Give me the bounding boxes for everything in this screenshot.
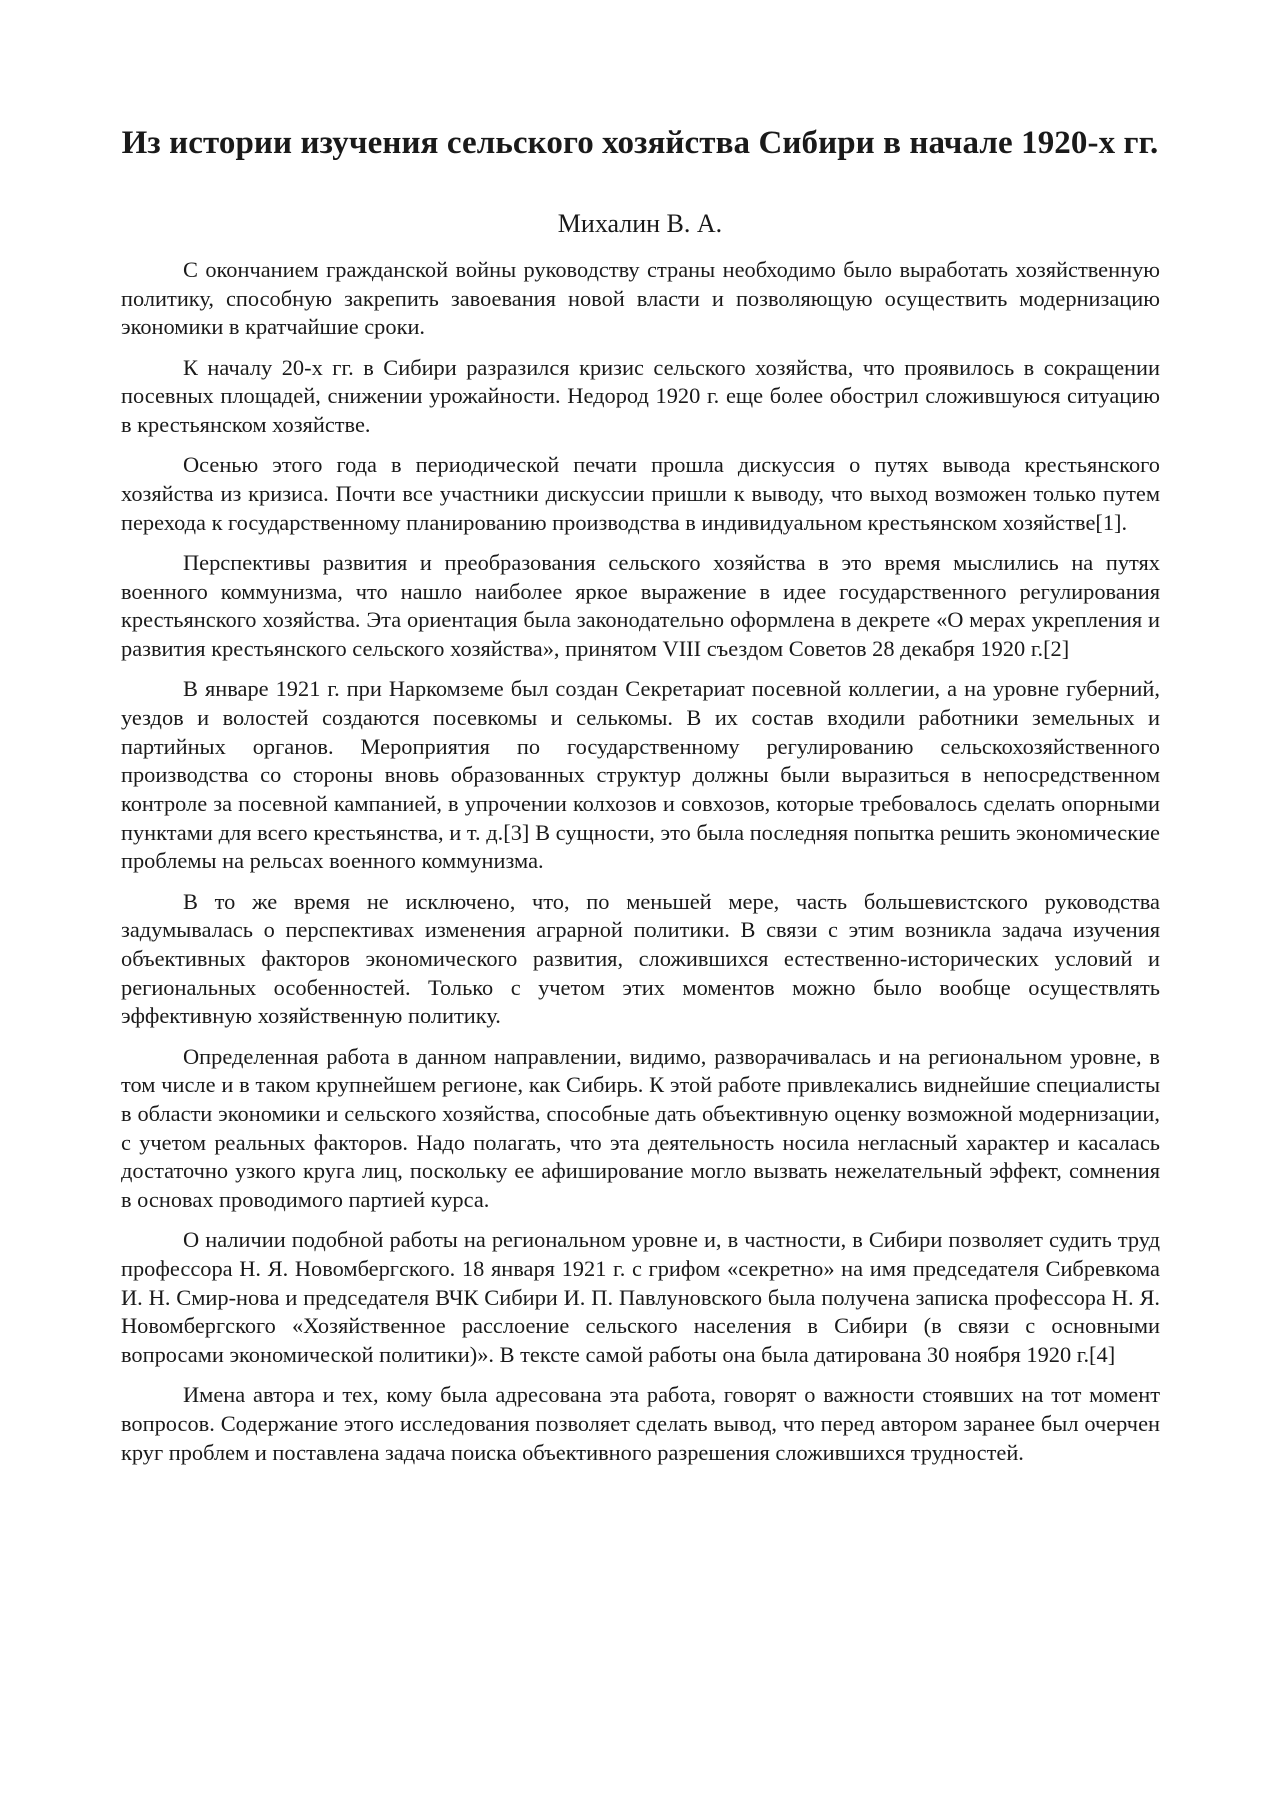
paragraph-1: С окончанием гражданской войны руководству страны необходимо было выработать хозяйственную политику, способную закрепить завоевания новой власти и позволяющую осуществить модернизацию экономики в кратчайшие сроки. <box>121 257 1160 340</box>
article-title: Из истории изучения сельского хозяйства Сибири в начале 1920-х гг. <box>121 125 1159 161</box>
paragraph-2: К началу 20-х гг. в Сибири разразился кризис сельского хозяйства, что проявилось в сокращении посевных площадей, снижении урожайности. Недород 1920 г. еще более обострил сложившуюся ситуацию в крестьянском хозяйстве. <box>121 354 1160 438</box>
paragraph-5: В январе 1921 г. при Наркомземе был создан Секретариат посевной коллегии, а на уровне губерний, уездов и волостей создаются посевкомы и селькомы. В их состав входили работники земельных и партийных органов. Мероприятия по государственному регулированию сельскохозяйственного производства со стороны вновь образованных структур должны были выразиться в непосредственном контроле за посевной кампанией, в упрочении колхозов и совхозов, которые требовалось сделать опорными пунктами для всего крестьянства, и т. д.[3] В сущности, это была последняя попытка решить экономические проблемы на рельсах военного коммунизма. <box>121 676 1160 874</box>
paragraph-6: В то же время не исключено, что, по меньшей мере, часть большевистского руководства задумывалась о перспективах изменения аграрной политики. В связи с этим возникла задача изучения объективных факторов экономического развития, сложившихся естественно-исторических условий и региональных особенностей. Только с учетом этих моментов можно было вообще осуществлять эффективную хозяйственную политику. <box>121 888 1160 1029</box>
paragraph-8: О наличии подобной работы на региональном уровне и, в частности, в Сибири позволяет судить труд профессора Н. Я. Новомбергского. 18 января 1921 г. с грифом «секретно» на имя председателя Сибревкома И. Н. Смир-нова и председателя ВЧК Сибири И. П. Павлуновского была получена записка профессора Н. Я. Новомбергского «Хозяйственное расслоение сельского населения в Сибири (в связи с основными вопросами экономической политики)». В тексте самой работы она была датирована 30 ноября 1920 г.[4] <box>121 1227 1160 1368</box>
paragraph-9: Имена автора и тех, кому была адресована эта работа, говорят о важности стоявших на тот момент вопросов. Содержание этого исследования позволяет сделать вывод, что перед автором заранее был очерчен круг проблем и поставлена задача поиска объективного разрешения сложившихся трудностей. <box>121 1382 1160 1465</box>
paragraph-4: Перспективы развития и преобразования сельского хозяйства в это время мыслились на путях военного коммунизма, что нашло наиболее яркое выражение в идее государственного регулирования крестьянского хозяйства. Эта ориентация была законодательно оформлена в декрете «О мерах укрепления и развития крестьянского сельского хозяйства», принятом VIII съездом Советов 28 декабря 1920 г.[2] <box>121 549 1160 661</box>
paragraph-3: Осенью этого года в периодической печати прошла дискуссия о путях вывода крестьянского хозяйства из кризиса. Почти все участники дискуссии пришли к выводу, что выход возможен только путем перехода к государственному планированию производства в индивидуальном крестьянском хозяйстве[1]. <box>121 452 1160 535</box>
article-author: Михалин В. А. <box>557 209 723 238</box>
paragraph-7: Определенная работа в данном направлении, видимо, разворачивалась и на региональном уровне, в том числе и в таком крупнейшем регионе, как Сибирь. К этой работе привлекались виднейшие специалисты в области экономики и сельского хозяйства, способные дать объективную оценку возможной модернизации, с учетом реальных факторов. Надо полагать, что эта деятельность носила негласный характер и касалась достаточно узкого круга лиц, поскольку ее афиширование могло вызвать нежелательный эффект, сомнения в основах проводимого партией курса. <box>121 1043 1160 1213</box>
article-body <box>121 256 1160 1479</box>
